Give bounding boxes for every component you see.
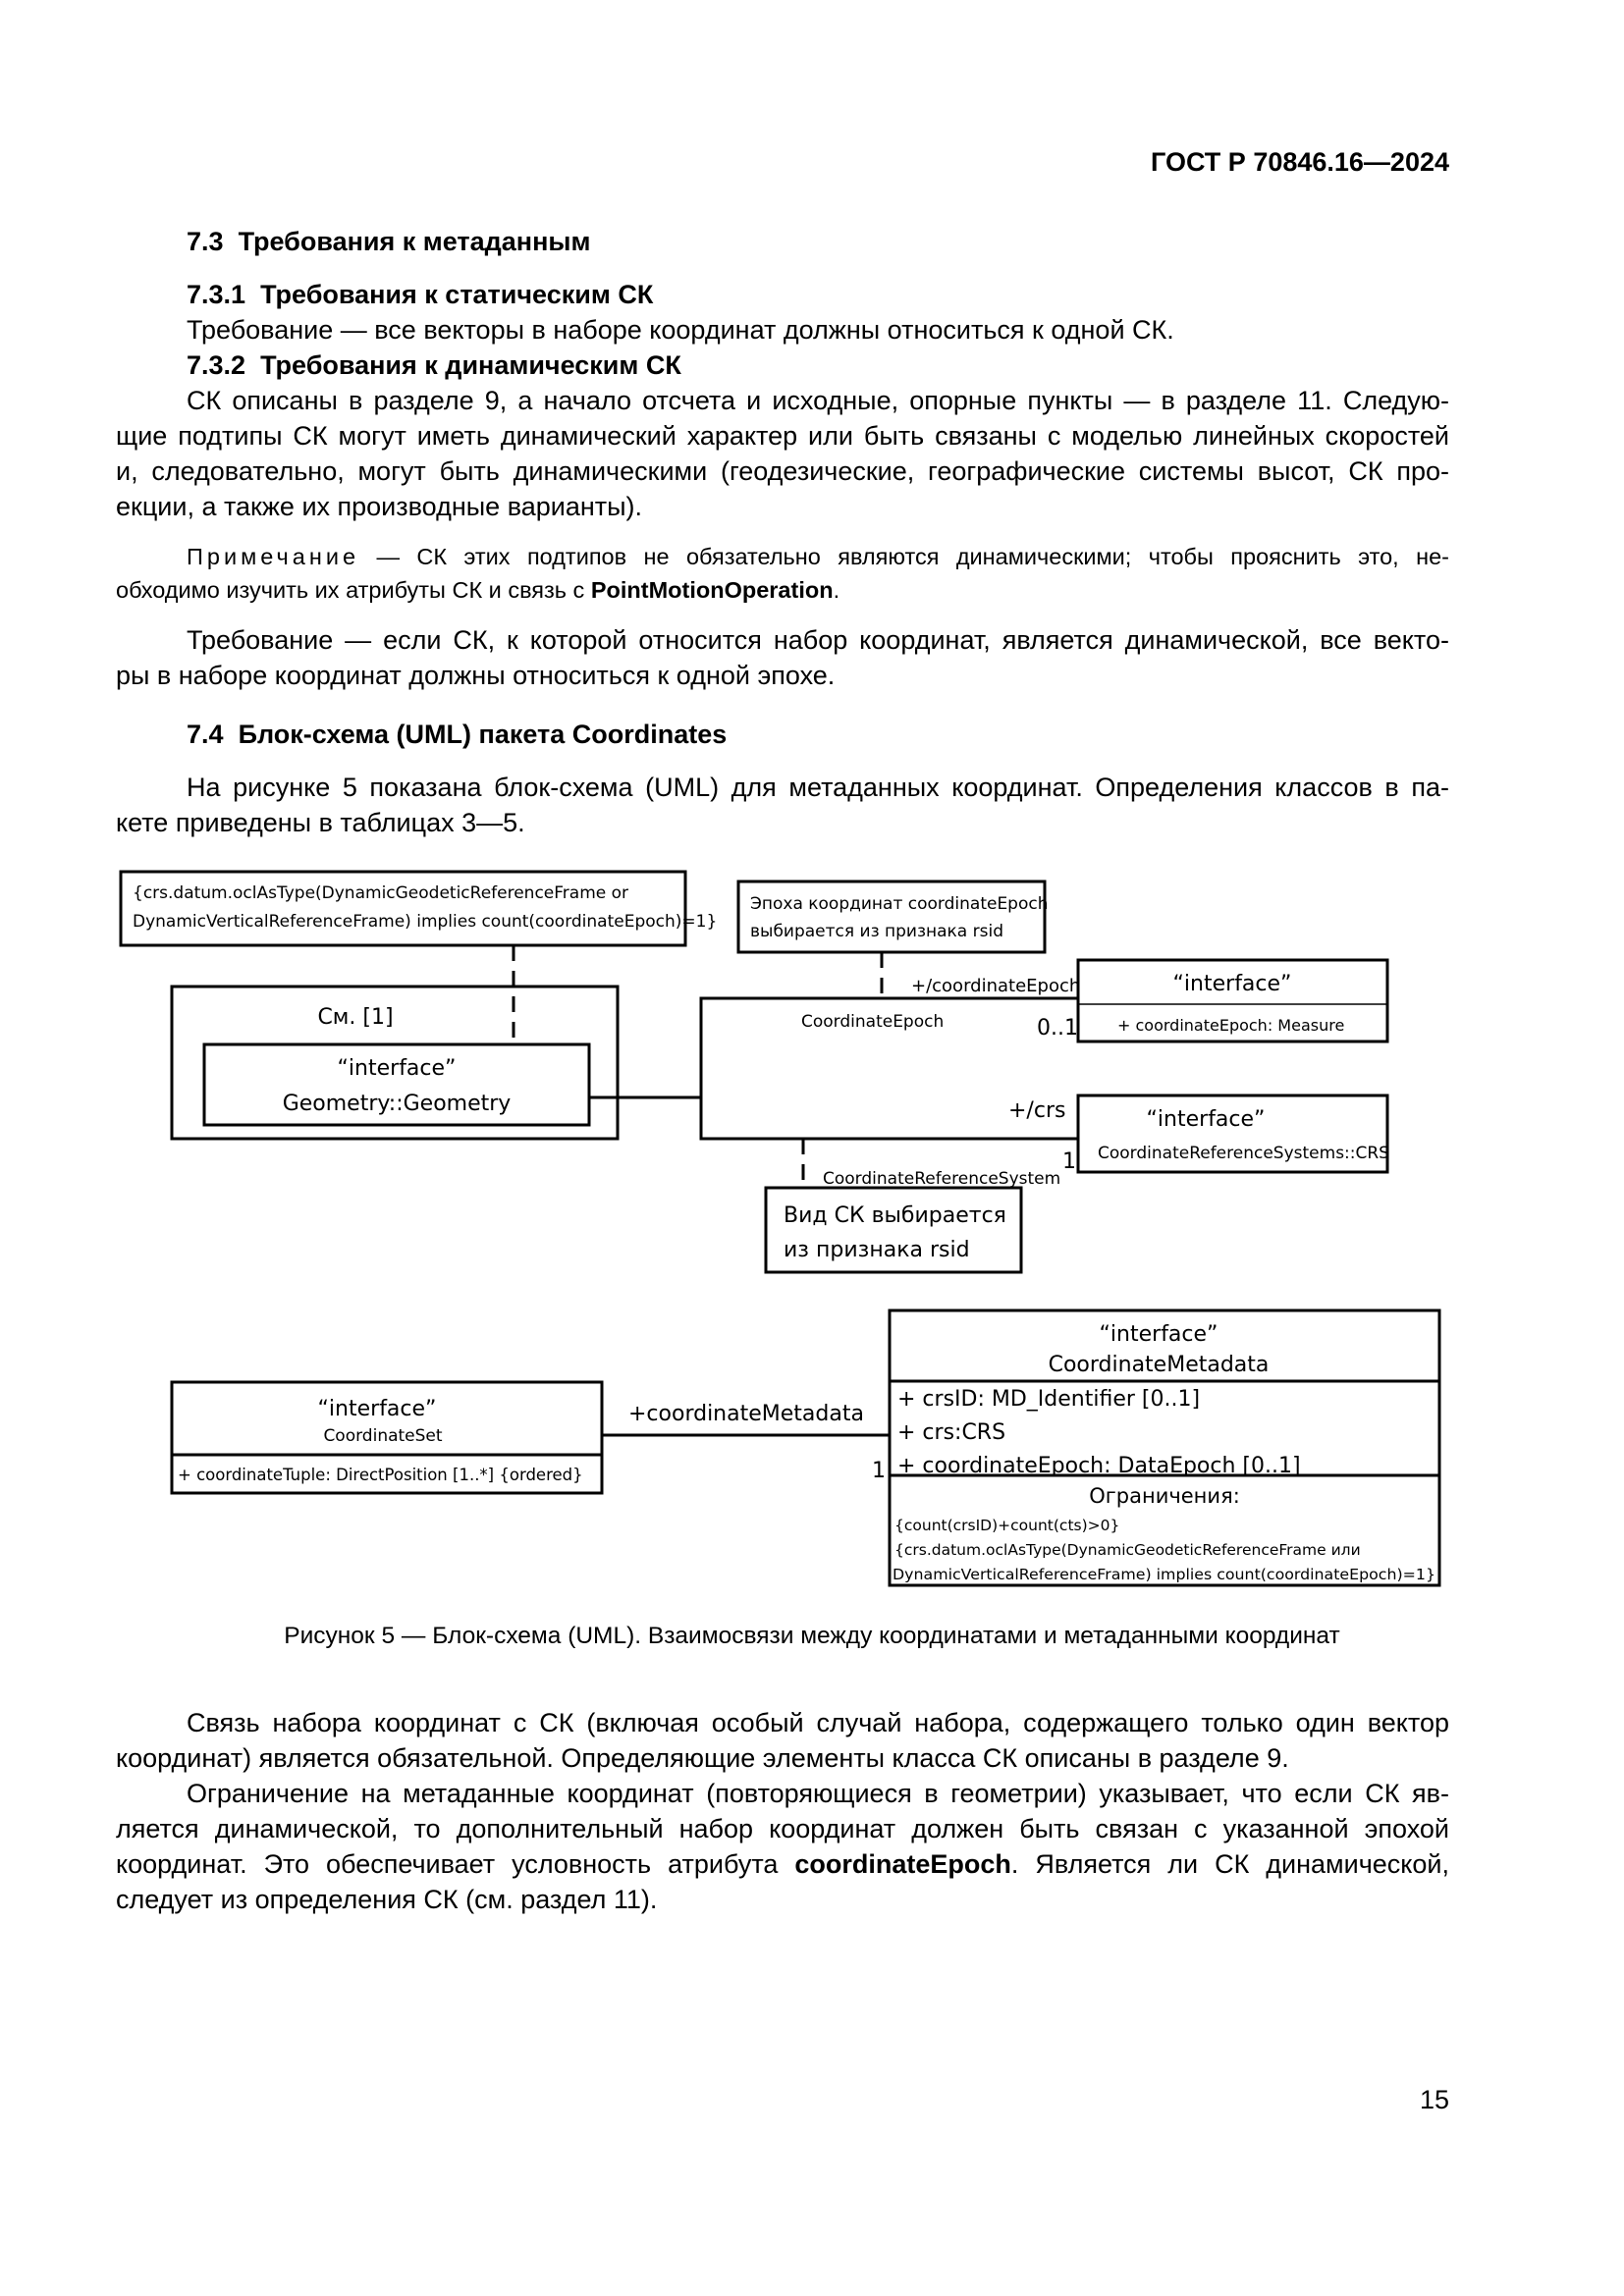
coordinate-metadata-stereotype: “interface” — [1099, 1322, 1218, 1347]
note-text: — СК этих подтипов не обязательно являются динамическими; чтобы прояснить это, не- — [359, 544, 1449, 569]
metadata-multiplicity: 1 — [872, 1459, 886, 1483]
paragraph-text: координат. Это обеспечивает условность атрибута — [116, 1849, 795, 1879]
paragraph-text: . Является ли СК динамической, — [1010, 1849, 1449, 1879]
section-title: Требования к статическим СК — [260, 280, 654, 309]
note-text: обходимо изучить их атрибуты СК и связь с — [116, 577, 591, 603]
epoch-note-line: Эпоха координат coordinateEpoch — [750, 894, 1049, 914]
epoch-interface-stereotype: “interface” — [1172, 972, 1292, 996]
requirement-static: Требование — все векторы в наборе координат должны относиться к одной СК. — [187, 315, 1174, 345]
epoch-multiplicity: 0..1 — [1037, 1016, 1078, 1041]
section-number: 7.3 — [187, 227, 224, 256]
paragraph-line: Ограничение на метаданные координат (повторяющиеся в геометрии) указывает, что если СК яв- — [187, 1779, 1449, 1808]
metadata-attribute: + crsID: MD_Identifier [0..1] — [897, 1387, 1201, 1412]
metadata-attribute: + coordinateEpoch: DataEpoch [0..1] — [897, 1454, 1301, 1478]
paragraph-line — [116, 1846, 1449, 1882]
document-number: ГОСТ Р 70846.16—2024 — [1151, 147, 1449, 177]
paragraph-line: На рисунке 5 показана блок-схема (UML) для метаданных координат. Определения классов в па- — [187, 773, 1449, 802]
coordinate-metadata-name: CoordinateMetadata — [1048, 1353, 1270, 1377]
crs-interface-name: CoordinateReferenceSystems::CRS — [1098, 1144, 1389, 1163]
geometry-name: Geometry::Geometry — [282, 1092, 512, 1116]
crs-note-line: из признака rsid — [784, 1238, 970, 1262]
figure-caption: Рисунок 5 — Блок-схема (UML). Взаимосвязи между координатами и метаданными координат — [284, 1623, 1340, 1649]
paragraph-line: СК описаны в разделе 9, а начало отсчета и исходные, опорные пункты — в разделе 11. Следую- — [187, 386, 1449, 415]
paragraph-line: кете приведены в таблицах 3—5. — [116, 808, 525, 837]
epoch-role-label: +/coordinateEpoch — [911, 976, 1081, 996]
paragraph-line: екции, а также их производные варианты). — [116, 492, 643, 521]
section-title: Блок-схема (UML) пакета Coordinates — [238, 720, 728, 749]
geometry-stereotype: “interface” — [337, 1056, 457, 1081]
bold-term: coordinateEpoch — [794, 1849, 1011, 1879]
note-bold-term: PointMotionOperation — [590, 577, 834, 603]
section-title: Требования к динамическим СК — [260, 350, 681, 380]
section-number: 7.3.1 — [187, 280, 246, 309]
crs-multiplicity: 1 — [1062, 1149, 1076, 1174]
paragraph-line: и, следовательно, могут быть динамическими (геодезические, географические системы высот, СК про- — [116, 456, 1449, 486]
paragraph-line: ляется динамической, то дополнительный набор координат должен быть связан с указанной эпохой — [116, 1814, 1449, 1843]
section-title: Требования к метаданным — [238, 227, 591, 256]
section-number: 7.3.2 — [187, 350, 246, 380]
page-number: 15 — [1419, 2085, 1449, 2114]
metadata-attribute: + crs:CRS — [897, 1420, 1006, 1445]
crs-role-label: +/crs — [1008, 1098, 1066, 1123]
epoch-note-box — [738, 881, 1045, 952]
paragraph-line: координат) является обязательной. Определяющие элементы класса СК описаны в разделе 9. — [116, 1743, 1289, 1773]
metadata-constraint: DynamicVerticalReferenceFrame) implies count(coordinateEpoch)=1} — [893, 1566, 1435, 1583]
paragraph-line: ры в наборе координат должны относиться к одной эпохе. — [116, 661, 836, 690]
paragraph-line: Связь набора координат с СК (включая особый случай набора, содержащего только один вектор — [187, 1708, 1449, 1737]
crs-association-label: CoordinateReferenceSystem — [823, 1169, 1061, 1189]
crs-note-line: Вид СК выбирается — [784, 1203, 1006, 1228]
metadata-role-label: +coordinateMetadata — [628, 1402, 864, 1426]
epoch-association-label: CoordinateEpoch — [801, 1012, 945, 1032]
metadata-constraint: {crs.datum.oclAsType(DynamicGeodeticReferenceFrame или — [894, 1541, 1361, 1559]
crs-interface-stereotype: “interface” — [1146, 1107, 1266, 1132]
metadata-constraint: {count(crsID)+count(cts)>0} — [894, 1517, 1120, 1534]
paragraph-line: щие подтипы СК могут иметь динамический характер или быть связаны с моделью линейных скоростей — [116, 421, 1449, 451]
metadata-constraints-title: Ограничения: — [1089, 1484, 1240, 1508]
constraint-line: {crs.datum.oclAsType(DynamicGeodeticReferenceFrame or — [133, 883, 629, 903]
coordinate-set-attribute: + coordinateTuple: DirectPosition [1..*] {ordered} — [178, 1466, 583, 1484]
package-title: См. [1] — [317, 1005, 394, 1030]
paragraph-line: следует из определения СК (см. раздел 11). — [116, 1885, 658, 1914]
epoch-interface-attribute: + coordinateEpoch: Measure — [1117, 1016, 1345, 1035]
section-number: 7.4 — [187, 720, 224, 749]
note-label: Примечание — [187, 544, 360, 569]
paragraph-line: Требование — если СК, к которой относится набор координат, является динамической, все векто- — [187, 625, 1449, 655]
coordinate-set-name: CoordinateSet — [323, 1426, 443, 1446]
constraint-line: DynamicVerticalReferenceFrame) implies count(coordinateEpoch)=1} — [133, 912, 718, 932]
note-text-end: . — [833, 577, 840, 603]
coordinate-set-stereotype: “interface” — [317, 1397, 437, 1421]
epoch-note-line: выбирается из признака rsid — [750, 922, 1003, 941]
